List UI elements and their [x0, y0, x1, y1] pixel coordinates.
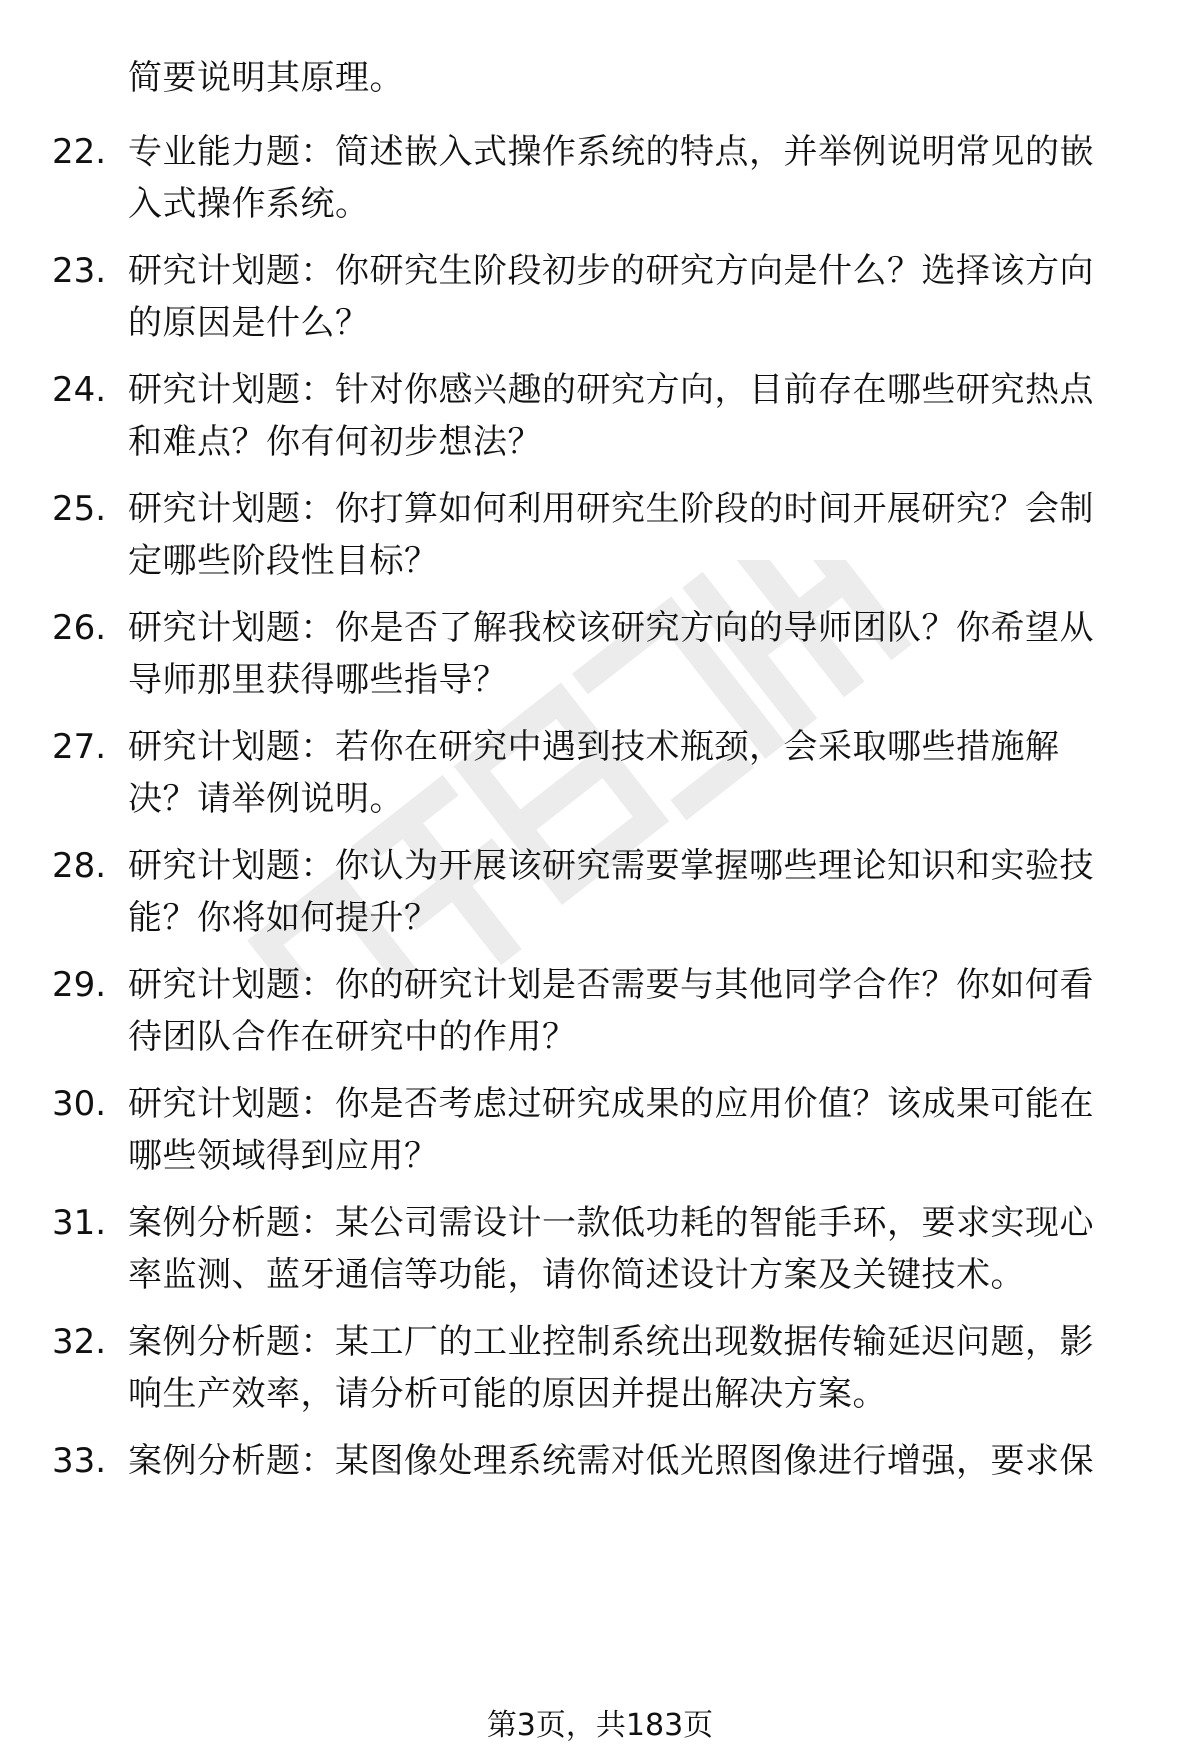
question-text-line: 研究计划题：你的研究计划是否需要与其他同学合作？你如何看	[128, 965, 1094, 1005]
question-number: 28.	[52, 846, 107, 886]
question-number: 32.	[52, 1322, 107, 1362]
question-text-line: 专业能力题：简述嵌入式操作系统的特点，并举例说明常见的嵌	[128, 132, 1094, 172]
question-text-line: 案例分析题：某图像处理系统需对低光照图像进行增强，要求保	[128, 1441, 1094, 1481]
question-text-line: 响生产效率，请分析可能的原因并提出解决方案。	[128, 1374, 887, 1414]
question-number: 25.	[52, 489, 107, 529]
question-number: 26.	[52, 608, 107, 648]
question-text-line: 研究计划题：你研究生阶段初步的研究方向是什么？选择该方向	[128, 251, 1094, 291]
question-number: 22.	[52, 132, 107, 172]
question-text-line: 率监测、蓝牙通信等功能，请你简述设计方案及关键技术。	[128, 1255, 1025, 1295]
question-text-line: 和难点？你有何初步想法？	[128, 422, 542, 462]
question-text-line: 决？请举例说明。	[128, 779, 404, 819]
question-number: 30.	[52, 1084, 107, 1124]
question-number: 24.	[52, 370, 107, 410]
question-text-line: 研究计划题：你认为开展该研究需要掌握哪些理论知识和实验技	[128, 846, 1094, 886]
question-text-line: 定哪些阶段性目标？	[128, 541, 439, 581]
question-text-line: 案例分析题：某公司需设计一款低功耗的智能手环，要求实现心	[128, 1203, 1094, 1243]
question-text-line: 研究计划题：若你在研究中遇到技术瓶颈，会采取哪些措施解	[128, 727, 1060, 767]
page-footer: 第3页，共183页	[486, 1708, 714, 1743]
question-text-line: 案例分析题：某工厂的工业控制系统出现数据传输延迟问题，影	[128, 1322, 1094, 1362]
question-text-line: 待团队合作在研究中的作用？	[128, 1017, 577, 1057]
question-number: 27.	[52, 727, 107, 767]
question-number: 31.	[52, 1203, 107, 1243]
question-text-line: 研究计划题：你是否考虑过研究成果的应用价值？该成果可能在	[128, 1084, 1094, 1124]
question-number: 33.	[52, 1441, 107, 1481]
question-text-line: 研究计划题：针对你感兴趣的研究方向，目前存在哪些研究热点	[128, 370, 1094, 410]
question-number: 29.	[52, 965, 107, 1005]
question-text-line: 研究计划题：你打算如何利用研究生阶段的时间开展研究？会制	[128, 489, 1094, 529]
question-text-line: 能？你将如何提升？	[128, 898, 439, 938]
continuation-line: 简要说明其原理。	[128, 58, 404, 98]
question-text-line: 研究计划题：你是否了解我校该研究方向的导师团队？你希望从	[128, 608, 1094, 648]
question-text-line: 导师那里获得哪些指导？	[128, 660, 508, 700]
question-text-line: 的原因是什么？	[128, 303, 370, 343]
question-text-line: 哪些领域得到应用？	[128, 1136, 439, 1176]
question-text-line: 入式操作系统。	[128, 184, 370, 224]
question-number: 23.	[52, 251, 107, 291]
